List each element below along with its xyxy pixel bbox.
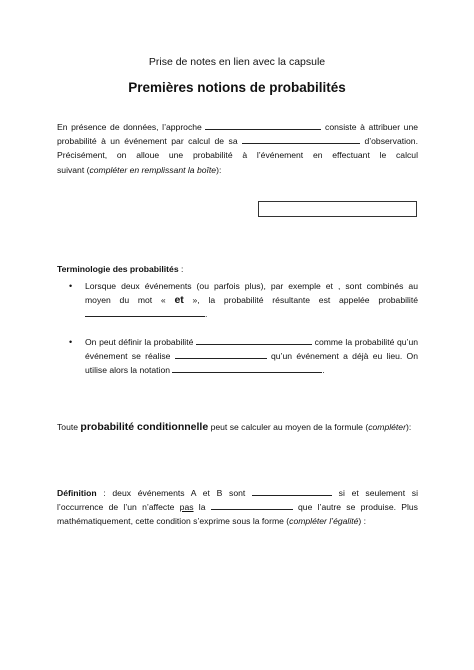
conditional-name-blank[interactable] [196,335,312,345]
terminology-heading: Terminologie des probabilités : [57,264,184,274]
intro-line-1: En présence de données, l’approche consiste à attribuer une [57,122,419,132]
independence-blank[interactable] [252,486,332,496]
intro-line-3: Précisément, on alloue une probabilité à l’événement en effectuant le calcul [57,150,418,161]
bullet-icon: • [69,337,73,347]
page-title: Premières notions de probabilités [128,80,346,95]
definition-paragraph: Définition : deux événements A et B sont si et seulement si l’occurrence de l’un n’affecte pas la que l’autre se produise. Plus mathématiquement, cette condition s’exprime sous la forme (compléter l’égalité) : [57,488,418,527]
frequency-blank[interactable] [242,134,360,144]
conditional-formula-sentence: Toute probabilité conditionnelle peut se calculer au moyen de la formule (compléter): [57,421,412,433]
formula-answer-box[interactable] [258,201,417,217]
page-subtitle: Prise de notes en lien avec la capsule [148,56,326,68]
approach-blank[interactable] [205,120,321,130]
probability-blank[interactable] [211,500,293,510]
bullet-item-joint: • Lorsque deux événements (ou parfois plus), par exemple et , sont combinés au moyen du mot « et », la probabilité résultante est appelée probabilité . [69,281,418,320]
intro-line-2: probabilité à un événement par calcul de sa d’observation. [57,136,418,147]
intro-line-4: suivant (compléter en remplissant la boîte): [57,164,222,175]
bullet-item-conditional: • On peut définir la probabilité comme la probabilité qu’un événement se réalise qu’un événement a déjà eu lieu. On utilise alors la notation . [69,337,419,376]
intro-paragraph [57,120,418,177]
notation-blank[interactable] [172,363,322,373]
joint-probability-blank[interactable] [85,307,205,317]
condition-blank[interactable] [175,349,267,359]
bullet-icon: • [69,281,73,291]
